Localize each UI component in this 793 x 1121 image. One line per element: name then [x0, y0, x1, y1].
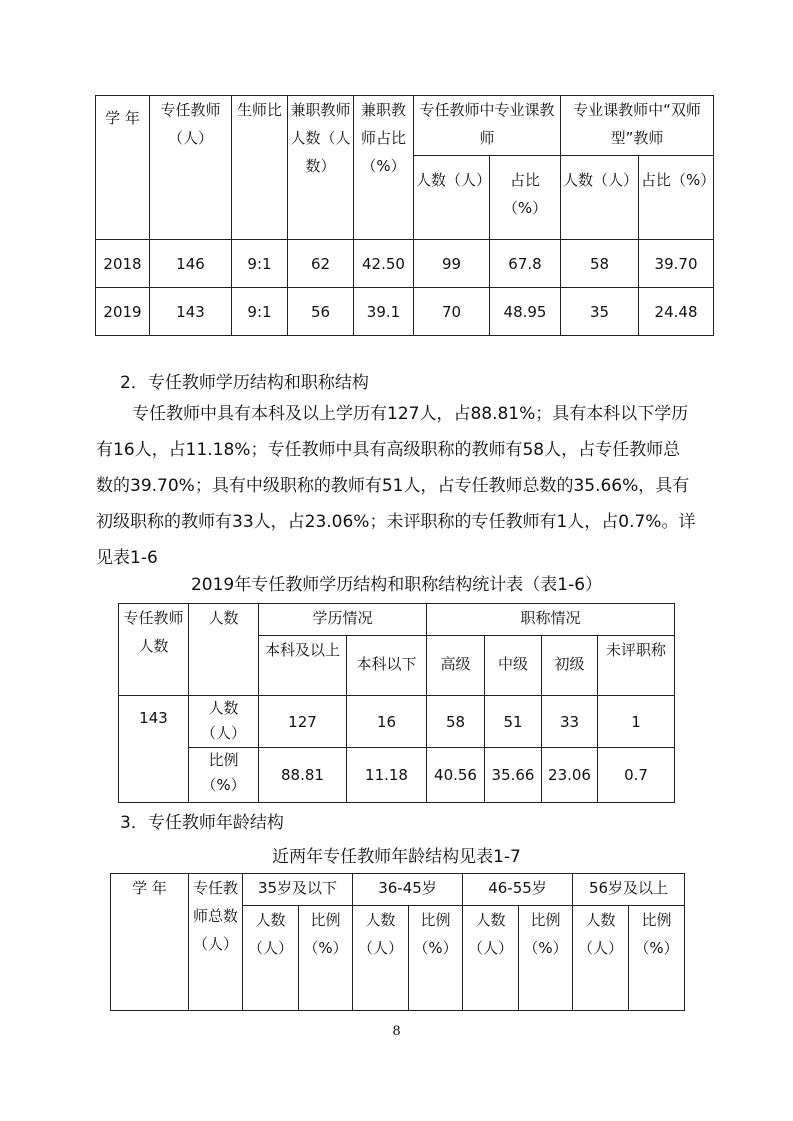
table-cell: 35 [561, 288, 639, 336]
section-heading: 3．专任教师年龄结构 [120, 813, 284, 833]
header-num: 人数（人） [353, 906, 409, 1011]
table-cell: 35.66 [485, 748, 542, 803]
header-count: 人数 [189, 604, 259, 696]
table-cell: 11.18 [347, 748, 427, 803]
row-label: 人数（人） [189, 696, 259, 748]
header-double-pct: 占比（%） [639, 156, 714, 240]
table-cell: 127 [259, 696, 347, 748]
paragraph: 专任教师中具有本科及以上学历有127人，占88.81%；具有本科以下学历有16人，占11.18%；专任教师中具有高级职称的教师有58人，占专任教师总数的39.70%；具有中级职称的教师有51人，占专任教师总数的35.66%，具有初级职称的教师有33人，占23.06%；未评职称的专任教师有1人，占0.7%。详见表1-6 [96, 404, 696, 568]
header-pct: 比例（%） [519, 906, 573, 1011]
table-cell: 58 [561, 240, 639, 288]
table-cell: 16 [347, 696, 427, 748]
header-major-pct: 占比（%） [490, 156, 561, 240]
header-parttime: 兼职教师人数（人数） [288, 96, 354, 240]
header-title: 职称情况 [427, 604, 675, 636]
header-total: 专任教师总数（人） [189, 874, 243, 1011]
table-cell: 2019 [96, 288, 150, 336]
header-year: 学 年 [96, 96, 150, 240]
header-pct: 比例（%） [409, 906, 463, 1011]
table-cell: 33 [542, 696, 598, 748]
table-title: 近两年专任教师年龄结构见表1-7 [272, 847, 521, 867]
header-num: 人数（人） [463, 906, 519, 1011]
section-heading: 2．专任教师学历结构和职称结构 [120, 373, 369, 393]
table-cell: 24.48 [639, 288, 714, 336]
header-below: 本科以下 [347, 636, 427, 696]
table-cell: 0.7 [598, 748, 675, 803]
row-label: 比例（%） [189, 748, 259, 803]
header-age-group: 36-45岁 [353, 874, 463, 906]
header-middle: 中级 [485, 636, 542, 696]
header-ratio: 生师比 [232, 96, 288, 240]
table-row [119, 696, 675, 748]
table-cell: 51 [485, 696, 542, 748]
header-major-teachers: 专任教师中专业课教师 [414, 96, 561, 156]
table-cell: 2018 [96, 240, 150, 288]
header-num: 人数（人） [243, 906, 299, 1011]
header-year: 学 年 [111, 874, 189, 1011]
table-cell: 9:1 [232, 240, 288, 288]
header-age-group: 46-55岁 [463, 874, 573, 906]
table-cell: 39.1 [354, 288, 414, 336]
table-cell: 9:1 [232, 288, 288, 336]
header-double-teachers: 专业课教师中“双师型”教师 [561, 96, 714, 156]
header-pct: 比例（%） [629, 906, 685, 1011]
table-cell: 40.56 [427, 748, 485, 803]
header-junior: 初级 [542, 636, 598, 696]
table-cell: 88.81 [259, 748, 347, 803]
header-double-num: 人数（人） [561, 156, 639, 240]
table-row [96, 288, 714, 336]
header-age-group: 56岁及以上 [573, 874, 685, 906]
header-senior: 高级 [427, 636, 485, 696]
table-cell: 39.70 [639, 240, 714, 288]
header-education: 学历情况 [259, 604, 427, 636]
header-none: 未评职称 [598, 636, 675, 696]
header-bachelor: 本科及以上 [259, 636, 347, 696]
page-number: 8 [392, 1024, 401, 1039]
header-total: 专任教师人数 [119, 604, 189, 696]
header-num: 人数（人） [573, 906, 629, 1011]
table-row [96, 240, 714, 288]
table-cell: 48.95 [490, 288, 561, 336]
table-cell: 56 [288, 288, 354, 336]
table-cell: 58 [427, 696, 485, 748]
table-cell: 146 [150, 240, 232, 288]
table-cell: 67.8 [490, 240, 561, 288]
table-cell: 70 [414, 288, 490, 336]
table-cell: 143 [150, 288, 232, 336]
table-cell: 62 [288, 240, 354, 288]
table-cell: 1 [598, 696, 675, 748]
table-cell: 23.06 [542, 748, 598, 803]
table-row [119, 748, 675, 803]
table-title: 2019年专任教师学历结构和职称结构统计表（表1-6） [190, 575, 603, 595]
age-structure-table [110, 873, 685, 1011]
table-cell: 42.50 [354, 240, 414, 288]
header-pct: 比例（%） [299, 906, 353, 1011]
header-parttime-pct: 兼职教师占比（%） [354, 96, 414, 240]
header-age-group: 35岁及以下 [243, 874, 353, 906]
qualification-table [118, 603, 675, 803]
total-value: 143 [119, 696, 189, 803]
header-major-num: 人数（人） [414, 156, 490, 240]
table-cell: 99 [414, 240, 490, 288]
header-teachers: 专任教师（人） [150, 96, 232, 240]
staff-summary-table [95, 95, 714, 336]
